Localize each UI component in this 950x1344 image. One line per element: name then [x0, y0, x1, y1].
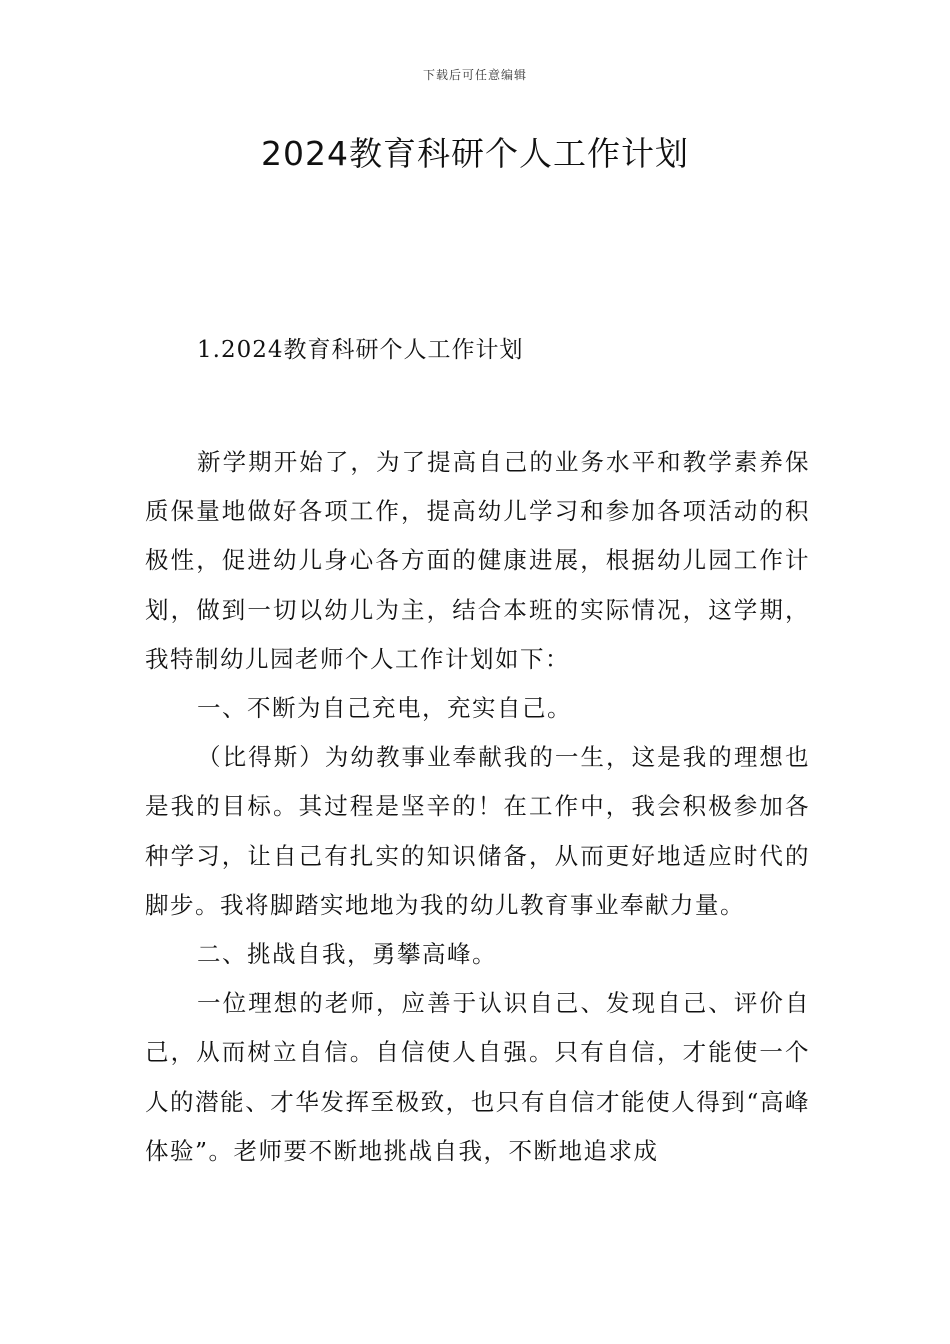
document-body — [145, 328, 810, 1176]
paragraph-self-improvement: （比得斯）为幼教事业奉献我的一生，这是我的理想也是我的目标。其过程是坚辛的！在工作中，我会积极参加各种学习，让自己有扎实的知识储备，从而更好地适应时代的脚步。我将脚踏实地地为我的幼儿教育事业奉献力量。 — [145, 743, 810, 919]
document-title: 2024教育科研个人工作计划 — [261, 134, 689, 173]
paragraph-challenge: 一位理想的老师，应善于认识自己、发现自己、评价自己，从而树立自信。自信使人自强。只有自信，才能使一个人的潜能、才华发挥至极致，也只有自信才能使人得到“高峰体验”。老师要不断地挑战自我，不断地追求成 — [145, 989, 810, 1165]
paragraph-intro: 新学期开始了，为了提高自己的业务水平和教学素养保质保量地做好各项工作，提高幼儿学习和参加各项活动的积极性，促进幼儿身心各方面的健康进展，根据幼儿园工作计划，做到一切以幼儿为主，结合本班的实际情况，这学期，我特制幼儿园老师个人工作计划如下： — [145, 448, 810, 673]
header-note: 下载后可任意编辑 — [422, 68, 527, 82]
section-heading: 1.2024教育科研个人工作计划 — [197, 337, 524, 363]
paragraph-heading-two: 二、挑战自我，勇攀高峰。 — [197, 940, 497, 969]
paragraph-heading-one: 一、不断为自己充电，充实自己。 — [197, 694, 572, 723]
